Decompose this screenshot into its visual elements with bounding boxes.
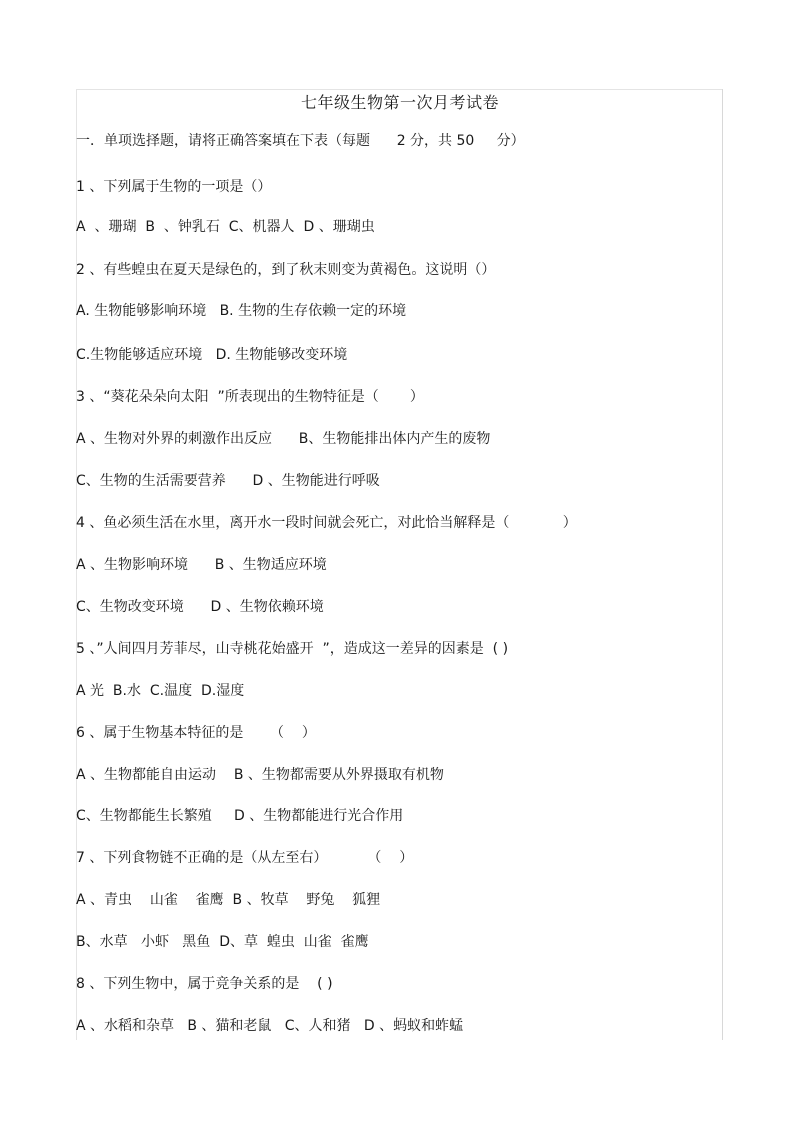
question-3-options-ab: A 、生物对外界的刺激作出反应 B、生物能排出体内产生的废物	[76, 431, 491, 447]
question-7: 7 、下列食物链不正确的是（从左至右） （ ）	[76, 850, 414, 866]
question-7-options-cd: B、水草 小虾 黑鱼 D、草 蝗虫 山雀 雀鹰	[76, 934, 369, 950]
question-6-options-cd: C、生物都能生长繁殖 D 、生物都能进行光合作用	[76, 808, 404, 824]
page-title: 七年级生物第一次月考试卷	[300, 93, 499, 112]
question-5-options: A 光 B.水 C.温度 D.湿度	[76, 683, 245, 699]
question-4-options-cd: C、生物改变环境 D 、生物依赖环境	[76, 599, 324, 615]
question-6-options-ab: A 、生物都能自由运动 B 、生物都需要从外界摄取有机物	[76, 767, 444, 783]
section-heading: 一．单项选择题，请将正确答案填在下表（每题 2 分，共 50 分）	[76, 133, 525, 149]
question-6: 6 、属于生物基本特征的是 （ ）	[76, 725, 316, 741]
question-1-options: A 、珊瑚 B 、钟乳石 C、机器人 D 、珊瑚虫	[76, 219, 375, 235]
question-1: 1 、下列属于生物的一项是（）	[76, 179, 272, 195]
question-7-options-ab: A 、青虫 山雀 雀鹰 B 、牧草 野兔 狐狸	[76, 892, 381, 908]
question-3: 3 、“葵花朵朵向太阳 ”所表现出的生物特征是（ ）	[76, 389, 424, 405]
question-4-options-ab: A 、生物影响环境 B 、生物适应环境	[76, 557, 327, 573]
page-frame-right	[722, 89, 723, 1040]
question-2-options-cd: C.生物能够适应环境 D. 生物能够改变环境	[76, 347, 348, 363]
question-8-options: A 、水稻和杂草 B 、猫和老鼠 C、人和猪 D 、蚂蚁和蚱蜢	[76, 1018, 464, 1034]
question-5: 5 、”人间四月芳菲尽，山寺桃花始盛开 ”，造成这一差异的因素是 ( )	[76, 641, 509, 657]
question-2-options-ab: A. 生物能够影响环境 B. 生物的生存依赖一定的环境	[76, 303, 407, 319]
question-2: 2 、有些蝗虫在夏天是绿色的，到了秋末则变为黄褐色。这说明（）	[76, 262, 496, 278]
question-3-options-cd: C、生物的生活需要营养 D 、生物能进行呼吸	[76, 473, 380, 489]
question-4: 4 、鱼必须生活在水里，离开水一段时间就会死亡，对此恰当解释是（ ）	[76, 515, 577, 531]
question-8: 8 、下列生物中，属于竞争关系的是 ( )	[76, 976, 333, 992]
